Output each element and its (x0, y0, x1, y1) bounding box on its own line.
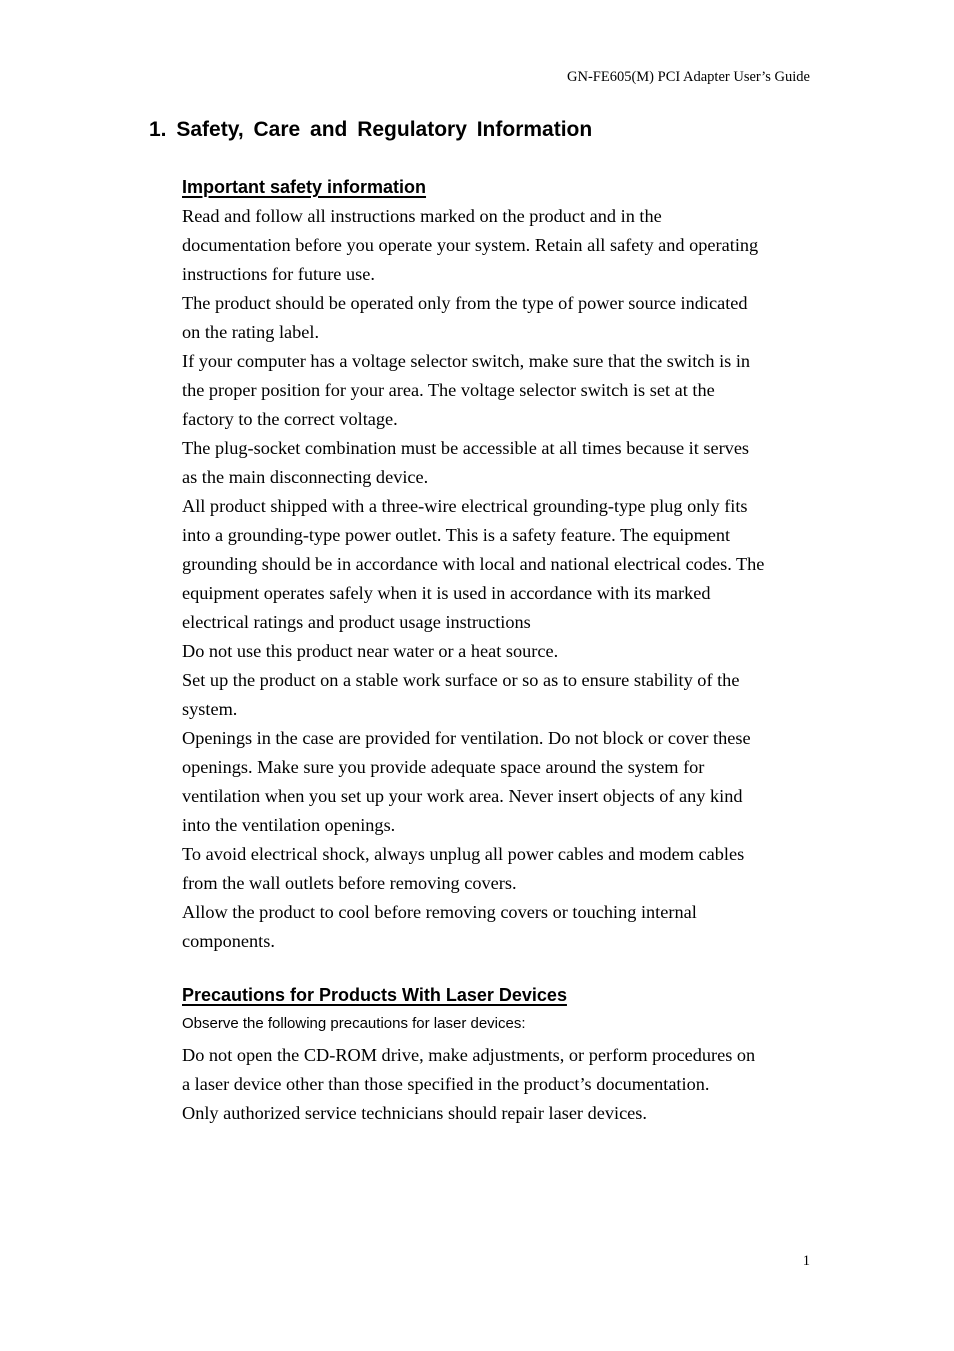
text-line: from the wall outlets before removing covers. (182, 873, 517, 893)
safety-information-heading: Important safety information (182, 177, 427, 197)
text-line: Openings in the case are provided for ventilation. Do not block or cover these (182, 728, 751, 748)
text-line: electrical ratings and product usage instructions (182, 612, 531, 632)
text-line: Do not use this product near water or a heat source. (182, 641, 559, 661)
text-line: instructions for future use. (182, 264, 375, 284)
safety-information-section (182, 175, 822, 956)
text-line: Do not open the CD-ROM drive, make adjustments, or perform procedures on (182, 1045, 756, 1065)
laser-precautions-section (182, 983, 822, 1128)
text-line: If your computer has a voltage selector switch, make sure that the switch is in (182, 351, 751, 371)
running-header: GN-FE605(M) PCI Adapter User’s Guide (567, 69, 810, 85)
text-line: All product shipped with a three-wire electrical grounding-type plug only fits (182, 496, 748, 516)
text-line: on the rating label. (182, 322, 320, 342)
laser-precautions-heading: Precautions for Products With Laser Devices (182, 985, 567, 1005)
text-line: documentation before you operate your system. Retain all safety and operating (182, 235, 759, 255)
safety-information-body (182, 202, 822, 956)
text-line: a laser device other than those specified in the product’s documentation. (182, 1074, 710, 1094)
text-line: Allow the product to cool before removing covers or touching internal (182, 902, 697, 922)
chapter-title: 1. Safety, Care and Regulatory Information (149, 118, 593, 141)
text-line: components. (182, 931, 275, 951)
text-line: into a grounding-type power outlet. This is a safety feature. The equipment (182, 525, 731, 545)
text-line: ventilation when you set up your work area. Never insert objects of any kind (182, 786, 743, 806)
page-number: 1 (802, 1253, 810, 1269)
text-line: openings. Make sure you provide adequate space around the system for (182, 757, 705, 777)
text-line: Read and follow all instructions marked on the product and in the (182, 206, 662, 226)
text-line: grounding should be in accordance with local and national electrical codes. The (182, 554, 765, 574)
laser-precautions-body (182, 1041, 822, 1128)
text-line: as the main disconnecting device. (182, 467, 429, 487)
text-line: The plug-socket combination must be accessible at all times because it serves (182, 438, 750, 458)
text-line: the proper position for your area. The voltage selector switch is set at the (182, 380, 715, 400)
text-line: Set up the product on a stable work surface or so as to ensure stability of the (182, 670, 740, 690)
text-line: To avoid electrical shock, always unplug all power cables and modem cables (182, 844, 745, 864)
text-line: equipment operates safely when it is used in accordance with its marked (182, 583, 711, 603)
text-line: into the ventilation openings. (182, 815, 396, 835)
text-line: factory to the correct voltage. (182, 409, 398, 429)
text-line: The product should be operated only from the type of power source indicated (182, 293, 748, 313)
text-line: system. (182, 699, 238, 719)
text-line: Only authorized service technicians should repair laser devices. (182, 1103, 647, 1123)
laser-precautions-intro: Observe the following precautions for laser devices: (182, 1015, 526, 1032)
